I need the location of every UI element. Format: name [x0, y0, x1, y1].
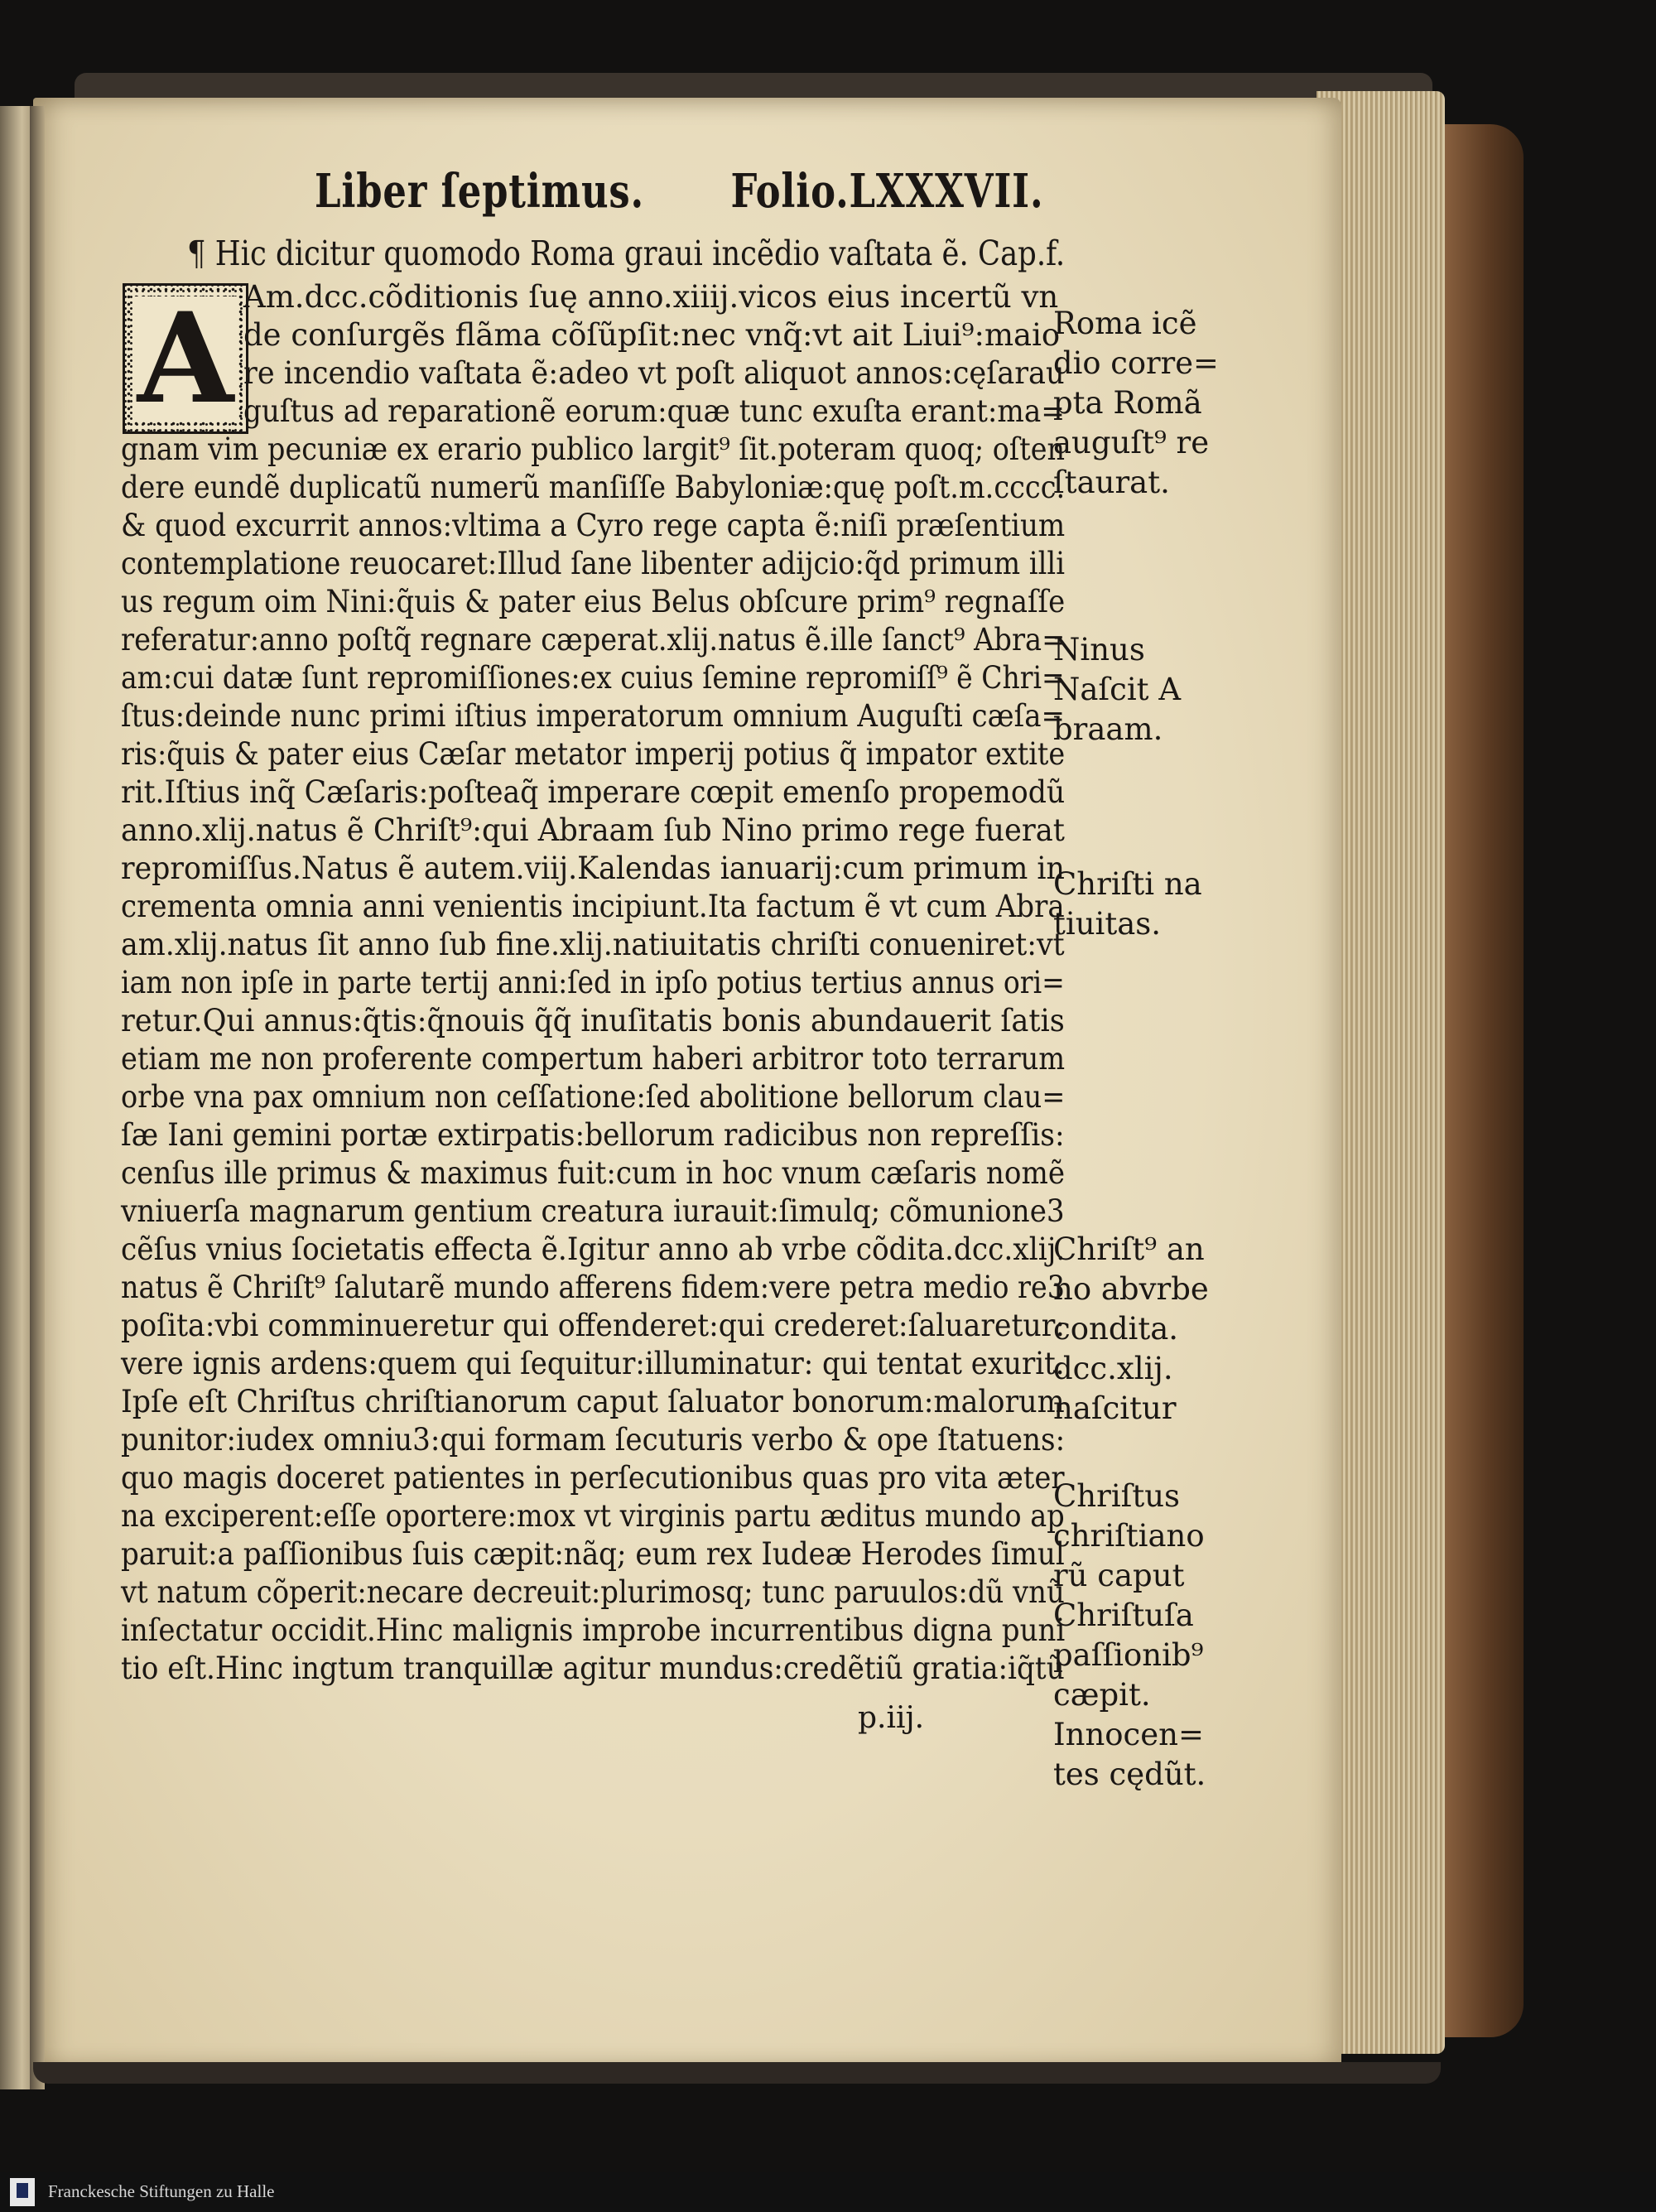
text-line: ſæ Iani gemini portæ extirpatis:bellorum radicibus non repreſſis: [121, 1117, 1065, 1153]
text-line: inſectatur occidit.Hinc malignis improbe incurrentibus digna puni [121, 1612, 1066, 1648]
text-line: cẽſus vnius ſocietatis effecta ẽ.Igitur anno ab vrbe cõdita.dcc.xlij. [121, 1231, 1066, 1267]
marginal-note-line: Chriſtus [1053, 1478, 1181, 1514]
text-line: contemplatione reuocaret:Illud ſane libenter adijcio:q̃d primum illi [121, 546, 1065, 581]
text-line: ſtus:deinde nunc primi iſtius imperatorum omnium Auguſti cæſa= [121, 698, 1066, 734]
marginal-note-line: rũ caput [1053, 1558, 1185, 1593]
text-line: crementa omnia anni venientis incipiunt.Ita factum ẽ vt cum Abra [121, 889, 1065, 924]
marginal-note-line: naſcitur [1053, 1390, 1177, 1427]
marginal-note-line: dcc.xlij. [1053, 1351, 1173, 1387]
text-line: dere eundẽ duplicatũ numerũ manſiſſe Babyloniæ:quę poſt.m.cccc. [121, 470, 1066, 505]
text-line: ris:q̃uis & pater eius Cæſar metator imperij potius q̃ impator extite [121, 736, 1066, 772]
text-line: rit.Iſtius inq̃ Cæſaris:poſteaq̃ imperare cœpit emenſo propemodũ [121, 774, 1066, 810]
book-cover-bottom [33, 2062, 1441, 2084]
text-line: & quod excurrit annos:vltima a Cyro rege capta ẽ:niſi præſentium [121, 508, 1066, 543]
text-line: referatur:anno poſtq̃ regnare cæperat.xlij.natus ẽ.ille ſanct⁹ Abra= [121, 622, 1066, 658]
text-line: Ipſe eſt Chriſtus chriſtianorum caput ſaluator bonorum:malorum [121, 1384, 1065, 1419]
marginal-note-line: tes cędũt. [1053, 1757, 1206, 1792]
text-line: gnam vim pecuniæ ex erario publico largit⁹ ſit.poteram quoq; oſten [121, 431, 1065, 467]
decorated-initial [123, 283, 248, 434]
text-line: retur.Qui annus:q̃tis:q̃nouis q̃q̃ inuſitatis bonis abundauerit ſatis [121, 1003, 1065, 1039]
text-line: anno.xlij.natus ẽ Chriſt⁹:qui Abraam ſub Nino primo rege fuerat [121, 812, 1065, 848]
marginal-note-line: braam. [1053, 711, 1163, 747]
text-line: punitor:iudex omniu3:qui formam ſecuturis verbo & ope ſtatuens: [121, 1422, 1066, 1458]
marginal-note-line: chriſtiano [1053, 1518, 1205, 1554]
chapter-heading [187, 234, 1065, 273]
signature-mark: p.iij. [858, 1701, 925, 1735]
marginal-note-line: Naſcit A [1053, 671, 1182, 707]
marginal-note-line: pta Romã [1053, 385, 1202, 421]
running-head-book: Liber ſeptimus. [315, 164, 644, 219]
institution-logo-icon [10, 2178, 35, 2206]
marginal-note-line: no abvrbe [1053, 1271, 1209, 1308]
marginal-note-line: ſtaurat. [1053, 465, 1170, 500]
marginal-note-line: paſſionib⁹ [1053, 1637, 1204, 1673]
chapter-heading-text: Hic dicitur quomodo Roma graui incẽdio vaſtata ẽ. Cap.f. [214, 234, 1066, 273]
text-line: etiam me non proferente compertum haberi arbitror toto terrarum [121, 1041, 1066, 1077]
decorated-initial-letter: A [132, 296, 238, 421]
text-line: guſtus ad reparationẽ eorum:quæ tunc exuſta erant:ma= [243, 393, 1065, 429]
text-line: cenſus ille primus & maximus fuit:cum in hoc vnum cæſaris nomẽ [121, 1155, 1066, 1191]
marginal-note-line: Roma icẽ [1053, 306, 1197, 341]
gutter [30, 106, 45, 2089]
text-line: repromiſſus.Natus ẽ autem.viij.Kalendas ianuarij:cum primum in [121, 851, 1065, 886]
text-line: iam non ipſe in parte tertij anni:ſed in ipſo potius tertius annus ori= [121, 965, 1065, 1000]
text-line: quo magis doceret patientes in perſecutionibus quas pro vita æter [121, 1460, 1065, 1496]
marginal-note-line: cæpit. [1053, 1677, 1151, 1713]
footer-institution-label: Franckesche Stiftungen zu Halle [48, 2181, 275, 2201]
text-line: am.xlij.natus ſit anno ſub fine.xlij.natiuitatis chriſti conueniret:vt [121, 927, 1065, 962]
marginal-note-line: Chriſti na [1053, 865, 1202, 902]
text-line: natus ẽ Chriſt⁹ ſalutarẽ mundo afferens fidem:vere petra medio re3 [121, 1270, 1065, 1305]
marginal-note-line: Chriſtuſa [1053, 1598, 1194, 1633]
text-line: us regum oim Nini:q̃uis & pater eius Belus obſcure prim⁹ regnaſſe [121, 584, 1066, 619]
marginal-note-line: dio corre= [1053, 345, 1219, 381]
text-line: paruit:a paſſionibus ſuis cæpit:nãq; eum rex Iudeæ Herodes ſimul [121, 1536, 1065, 1572]
text-line: am:cui datæ ſunt repromiſſiones:ex cuius ſemine repromiſſ⁹ ẽ Chri= [121, 660, 1065, 696]
marginal-note-line: condita. [1053, 1311, 1179, 1347]
text-line: poſita:vbi comminueretur qui offenderet:qui crederet:ſaluaretur: [121, 1308, 1066, 1343]
marginal-note-line: Chriſt⁹ an [1053, 1231, 1205, 1268]
text-line: na exciperent:eſſe oportere:mox vt virginis partu æditus mundo ap [121, 1498, 1065, 1534]
text-line: vere ignis ardens:quem qui ſequitur:illuminatur: qui tentat exurit. [121, 1346, 1065, 1381]
text-line: vt natum cõperit:necare decreuit:plurimosq; tunc paruulos:dũ vnũ [121, 1574, 1065, 1610]
running-head-folio: Folio.LXXXVII. [730, 164, 1044, 219]
text-line: vniuerſa magnarum gentium creatura iurauit:ſimulq; cõmunione3 [121, 1193, 1065, 1229]
running-head [315, 164, 1044, 219]
pilcrow-icon: ¶ [187, 234, 206, 273]
marginal-note-line: Ninus [1053, 631, 1145, 667]
text-line: Am.dcc.cõditionis ſuę anno.xiiij.vicos eius incertũ vn [243, 279, 1059, 315]
text-line: de conſurgẽs flãma cõſũpſit:nec vnq̃:vt ait Liui⁹:maio [243, 317, 1061, 353]
text-line: tio eſt.Hinc ingtum tranquillæ agitur mundus:credẽtiũ gratia:iq̃tũ [121, 1651, 1065, 1686]
marginal-note-line: auguſt⁹ re [1053, 425, 1210, 460]
marginal-note-line: Innocen= [1053, 1717, 1205, 1752]
text-line: re incendio vaſtata ẽ:adeo vt poſt aliquot annos:cęſarau [243, 355, 1065, 391]
text-line: orbe vna pax omnium non ceſſatione:ſed abolitione bellorum clau= [121, 1079, 1066, 1115]
marginal-note-line: tiuitas. [1053, 905, 1162, 942]
